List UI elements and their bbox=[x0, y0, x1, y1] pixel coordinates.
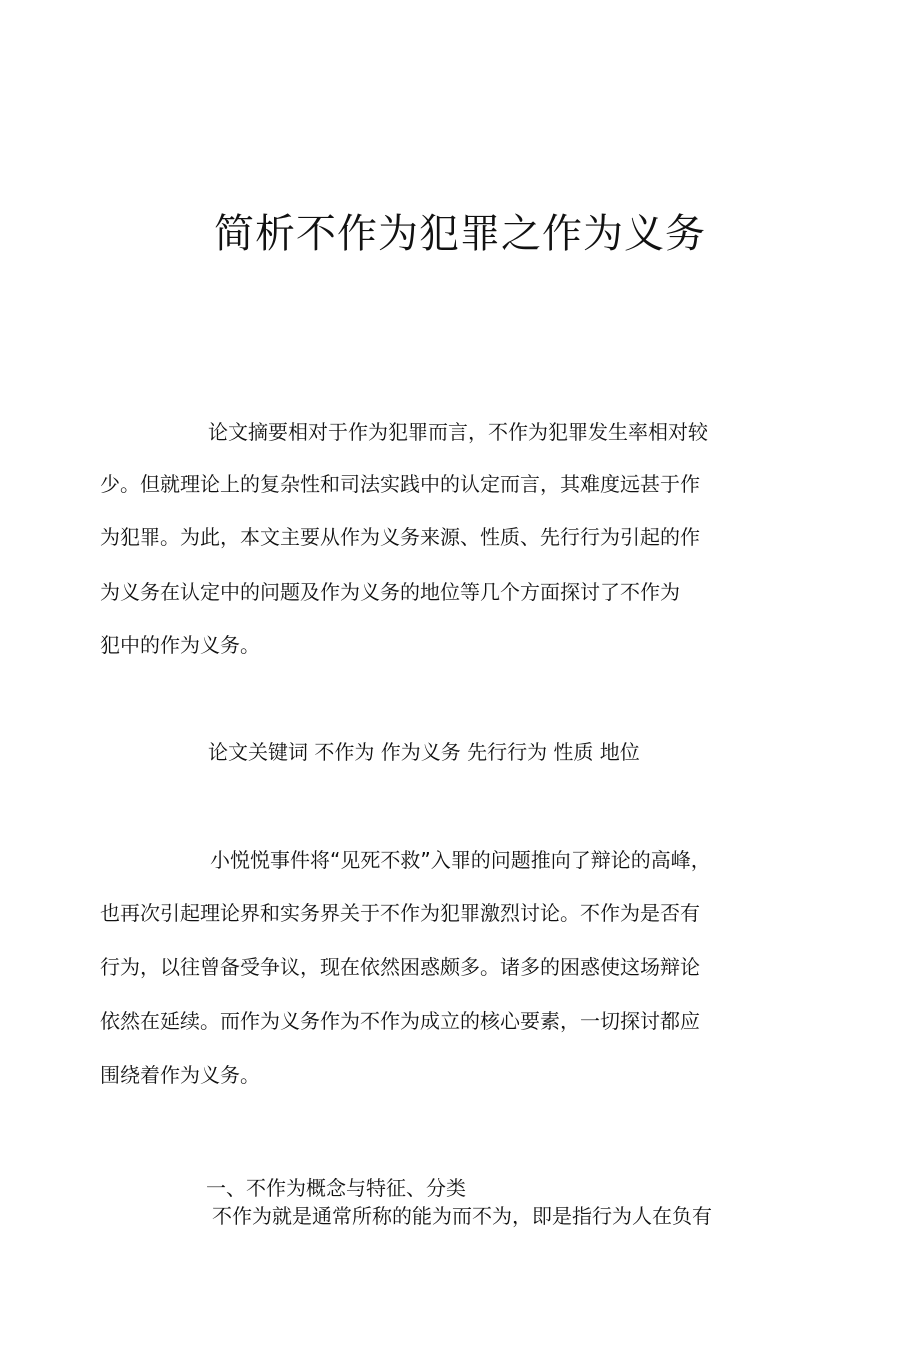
section-1-first-line: 不作为就是通常所称的能为而不为，即是指行为人在负有 bbox=[212, 1204, 712, 1228]
intro-line-2: 也再次引起理论界和实务界关于不作为犯罪激烈讨论。不作为是否有 bbox=[100, 901, 700, 925]
document-title: 简析不作为犯罪之作为义务 bbox=[214, 211, 706, 257]
intro-line-4: 依然在延续。而作为义务作为不作为成立的核心要素，一切探讨都应 bbox=[100, 1009, 700, 1033]
abstract-line-3: 为犯罪。为此，本文主要从作为义务来源、性质、先行行为引起的作 bbox=[100, 525, 700, 549]
abstract-line-4: 为义务在认定中的问题及作为义务的地位等几个方面探讨了不作为 bbox=[100, 580, 680, 604]
keywords: 论文关键词 不作为 作为义务 先行行为 性质 地位 bbox=[208, 740, 640, 764]
intro-line-5: 围绕着作为义务。 bbox=[100, 1063, 260, 1087]
abstract-line-1: 论文摘要相对于作为犯罪而言，不作为犯罪发生率相对较 bbox=[208, 420, 708, 444]
intro-line-3: 行为，以往曾备受争议，现在依然困惑颇多。诸多的困惑使这场辩论 bbox=[100, 955, 700, 979]
abstract-line-5: 犯中的作为义务。 bbox=[100, 633, 260, 657]
section-1-heading: 一、不作为概念与特征、分类 bbox=[206, 1176, 466, 1200]
abstract-line-2: 少。但就理论上的复杂性和司法实践中的认定而言，其难度远甚于作 bbox=[100, 472, 700, 496]
intro-line-1: 小悦悦事件将“见死不救”入罪的问题推向了辩论的高峰， bbox=[210, 848, 711, 872]
